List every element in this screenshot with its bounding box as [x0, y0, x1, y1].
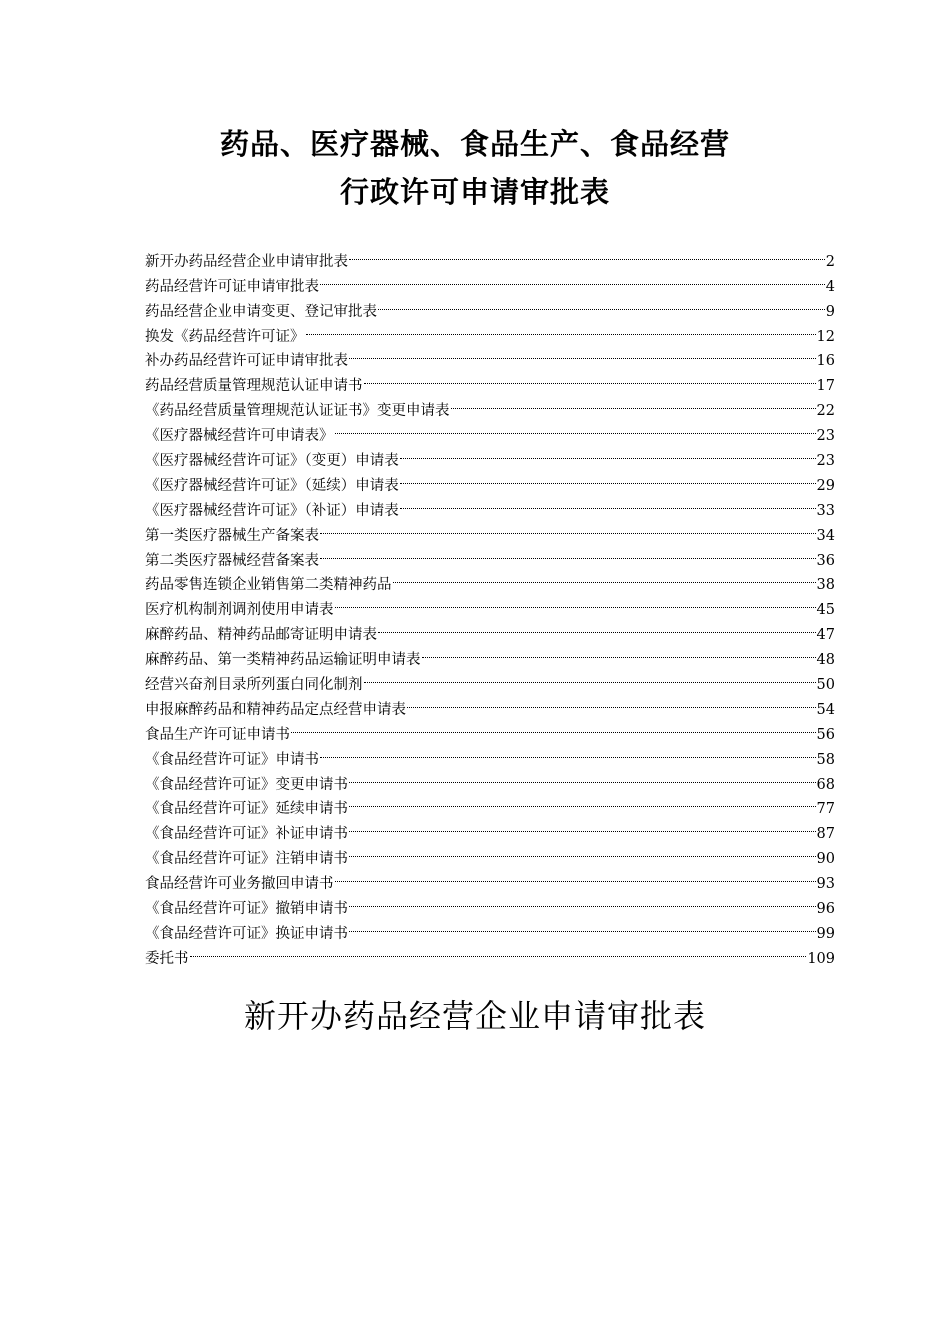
toc-entry-label: 麻醉药品、第一类精神药品运输证明申请表: [145, 652, 421, 669]
section-heading: 新开办药品经营企业申请审批表: [243, 997, 706, 1035]
toc-entry-page-number: 96: [816, 901, 835, 918]
toc-entry-label: 《医疗器械经营许可证》（延续）申请表: [145, 477, 399, 494]
toc-entry-page-number: 33: [816, 502, 835, 519]
toc-entry-page-number: 12: [816, 328, 835, 345]
toc-dot-leader: [364, 664, 816, 689]
toc-dot-leader: [349, 241, 825, 266]
toc-entry-page-number: 9: [825, 303, 835, 320]
toc-entry-page-number: 56: [816, 726, 835, 743]
toc-entry-label: 经营兴奋剂目录所列蛋白同化制剂: [145, 677, 363, 694]
toc-dot-leader: [335, 863, 816, 888]
toc-entry-label: 《医疗器械经营许可证》（变更）申请表: [145, 453, 399, 470]
toc-dot-leader: [349, 341, 816, 366]
toc-entry-label: 《食品经营许可证》撤销申请书: [145, 901, 348, 918]
toc-entry-label: 补办药品经营许可证申请审批表: [145, 353, 348, 370]
toc-dot-leader: [306, 316, 816, 341]
toc-dot-leader: [349, 789, 816, 814]
toc-dot-leader: [335, 415, 816, 440]
toc-entry-page-number: 48: [816, 652, 835, 669]
table-of-contents: [145, 241, 835, 967]
document-title-line-2: 行政许可申请审批表: [339, 175, 610, 209]
toc-dot-leader: [335, 589, 816, 614]
toc-entry-label: 《食品经营许可证》申请书: [145, 751, 319, 768]
toc-dot-leader: [407, 689, 816, 714]
toc-entry-label: 《食品经营许可证》换证申请书: [145, 925, 348, 942]
toc-entry-label: 食品生产许可证申请书: [145, 726, 290, 743]
toc-entry-page-number: 4: [825, 278, 835, 295]
toc-entry-label: 《食品经营许可证》补证申请书: [145, 826, 348, 843]
toc-entry-label: 药品经营许可证申请审批表: [145, 278, 319, 295]
toc-entry-page-number: 45: [816, 602, 835, 619]
toc-entry-label: 药品零售连锁企业销售第二类精神药品: [145, 577, 392, 594]
toc-entry-page-number: 23: [816, 428, 835, 445]
toc-dot-leader: [320, 739, 816, 764]
toc-entry-label: 《药品经营质量管理规范认证证书》变更申请表: [145, 403, 450, 420]
toc-entry[interactable]: [145, 938, 835, 967]
toc-dot-leader: [320, 540, 816, 565]
toc-dot-leader: [349, 888, 816, 913]
toc-entry-label: 药品经营质量管理规范认证申请书: [145, 378, 363, 395]
toc-entry-page-number: 38: [816, 577, 835, 594]
toc-entry-page-number: 93: [816, 876, 835, 893]
toc-dot-leader: [451, 390, 816, 415]
toc-dot-leader: [422, 639, 816, 664]
toc-dot-leader: [378, 614, 816, 639]
toc-entry-label: 药品经营企业申请变更、登记审批表: [145, 303, 377, 320]
toc-entry-label: 《食品经营许可证》变更申请书: [145, 776, 348, 793]
toc-dot-leader: [349, 813, 816, 838]
toc-dot-leader: [364, 365, 816, 390]
toc-entry-page-number: 90: [816, 851, 835, 868]
toc-entry-page-number: 23: [816, 453, 835, 470]
document-title-line-1: 药品、医疗器械、食品生产、食品经营: [219, 127, 730, 161]
toc-entry-label: 申报麻醉药品和精神药品定点经营申请表: [145, 701, 406, 718]
toc-dot-leader: [400, 490, 816, 515]
toc-entry-label: 《医疗器械经营许可证》（补证）申请表: [145, 502, 399, 519]
toc-entry-label: 第二类医疗器械经营备案表: [145, 552, 319, 569]
toc-dot-leader: [349, 764, 816, 789]
toc-entry-page-number: 16: [816, 353, 835, 370]
toc-entry-page-number: 36: [816, 552, 835, 569]
toc-entry-page-number: 17: [816, 378, 835, 395]
toc-entry[interactable]: [145, 241, 835, 270]
toc-entry-page-number: 50: [816, 677, 835, 694]
toc-dot-leader: [320, 515, 816, 540]
toc-entry-label: 《食品经营许可证》注销申请书: [145, 851, 348, 868]
toc-entry-page-number: 109: [807, 950, 835, 967]
toc-dot-leader: [190, 938, 807, 963]
toc-entry-page-number: 68: [816, 776, 835, 793]
toc-entry-page-number: 58: [816, 751, 835, 768]
toc-entry-page-number: 34: [816, 527, 835, 544]
toc-entry-label: 换发《药品经营许可证》: [145, 328, 305, 345]
toc-entry-label: 食品经营许可业务撤回申请书: [145, 876, 334, 893]
toc-entry-page-number: 29: [816, 477, 835, 494]
toc-dot-leader: [291, 714, 816, 739]
toc-dot-leader: [393, 565, 816, 590]
toc-entry-page-number: 99: [816, 925, 835, 942]
toc-dot-leader: [400, 465, 816, 490]
toc-entry-page-number: 47: [816, 627, 835, 644]
toc-dot-leader: [400, 440, 816, 465]
toc-dot-leader: [320, 266, 825, 291]
toc-entry-label: 医疗机构制剂调剂使用申请表: [145, 602, 334, 619]
toc-entry-label: 第一类医疗器械生产备案表: [145, 527, 319, 544]
toc-dot-leader: [349, 838, 816, 863]
toc-entry-page-number: 54: [816, 701, 835, 718]
toc-entry-page-number: 87: [816, 826, 835, 843]
toc-entry-page-number: 77: [816, 801, 835, 818]
toc-entry-label: 《食品经营许可证》延续申请书: [145, 801, 348, 818]
toc-dot-leader: [349, 913, 816, 938]
toc-entry-label: 委托书: [145, 950, 189, 967]
toc-dot-leader: [378, 291, 825, 316]
toc-entry-page-number: 22: [816, 403, 835, 420]
toc-entry-label: 麻醉药品、精神药品邮寄证明申请表: [145, 627, 377, 644]
toc-entry-label: 《医疗器械经营许可申请表》: [145, 428, 334, 445]
toc-entry-label: 新开办药品经营企业申请审批表: [145, 253, 348, 270]
toc-entry-page-number: 2: [825, 253, 835, 270]
